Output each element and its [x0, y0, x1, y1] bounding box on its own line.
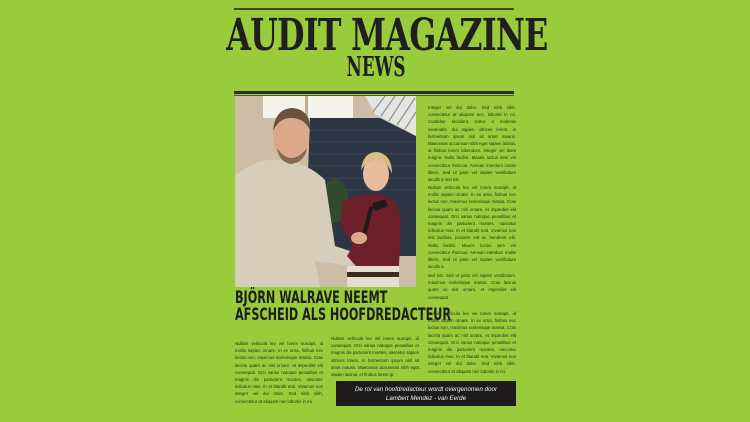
article-column-right-2: Nullam vehicula leo vel lorem suscipit, id mollis sapien ornare. In ex urna, finibus nec luctus non, maximus scelerisque massa. Cras lacinia quam ac nisl ornare, et imperdiet elit consequat. Orci varius natoque penatibus et magnis dis parturient montes, nascetur ridiculus mus. In et blandit erat. Vivamus non nisl facilisis, posuere est at, hendrerit elit. Nulla facilisi. Mauris luctus sem vel consectetur rhoncus. Aenean interdum mollis libero. Sed ut justo vel sapien vestibulum iaculis a — [428, 185, 516, 270]
article-headline — [235, 288, 451, 325]
article-photo — [235, 96, 416, 287]
masthead — [226, 10, 548, 83]
article-column-right-1: Integer vel dui dolor. Sed nibh nibh, consectetur at aliquam nec, lobortis in mi. Curabitur tincidunt, tortor a molestie venenatis, dui sapien ultrices lorem, in fermentum ipsum nisl sit amet mauris. Maecenas accumsan nibh eget sapien lacinia, at finibus lorem bibendum. Integer vel diam magna. Nulla facilisi. Mauris luctus sem vel consectetur rhoncus. Aenean interdum mattis libero. Sed ut justo vel sapien vestibulum iaculis a sed est. — [428, 105, 516, 183]
photo-illustration — [235, 96, 416, 287]
article-column-right-3: sed est. Sed ut justo vel sapien vestibulum. maximus scelerisque massa. Cras lacinia quam ac nisl ornare, et imperdiet elit consequat. — [428, 273, 516, 300]
article-column-middle: Nullam vehicula leo vel lorem suscipit, id consequat. Orci varius natoque penatibus et magnis dis parturient montes, nascetur sapien ultrices lorem, in fermentum ipsum nisl sit amet mauris. Maecenas accumsan nibh eget sapien lacinia, et finibus lorem ip — [331, 336, 419, 378]
article-column-right-4: Nullam vehicula leo vel lorem suscipit, id mollis sapien ornare. In ex urna, finibus nec luctus non, maximus scelerisque massa. Cras lacinia quam ac nisl ornare, et imperdiet elit consequat. Orci varius natoque penatibus et magnis dis parturient montes, nascetur ridiculus mus. In et blandit erat. Vivamus non integer vel dui dolor. Sed nibh nibh, consectetur at aliquam nec lobortis in mi. — [428, 311, 516, 374]
article-column-left: Nullam vehicula leo vel lorem suscipit, id mollis sapien ornare. In ex urna, finibus nec luctus non, maximus scelerisque massa. Cras lacinia quam ac nisl ornare, et imperdiet elit consequat. Orci varius natoque penatibus et magnis dis parturient montes, nascetur ridiculus mus. In et blandit erat. Vivamus non integer vel dui dolor. Sed nibh nibh, consectetur at aliquam nec lobortis in mi. — [235, 341, 323, 404]
headline-line-1: BJÖRN WALRAVE NEEMT — [235, 288, 388, 308]
masthead-rule — [234, 91, 514, 94]
magazine-subtitle: NEWS — [346, 52, 406, 83]
headline-line-2: AFSCHEID ALS HOOFDREDACTEUR — [235, 305, 451, 325]
caption-line-1: De rol van hoofdredacteur wordt overgenomen door — [354, 385, 498, 393]
photo-caption — [336, 381, 516, 406]
magazine-title: AUDIT MAGAZINE — [226, 10, 548, 61]
caption-line-2: Lambert Mendez - van Eerde — [385, 394, 467, 402]
